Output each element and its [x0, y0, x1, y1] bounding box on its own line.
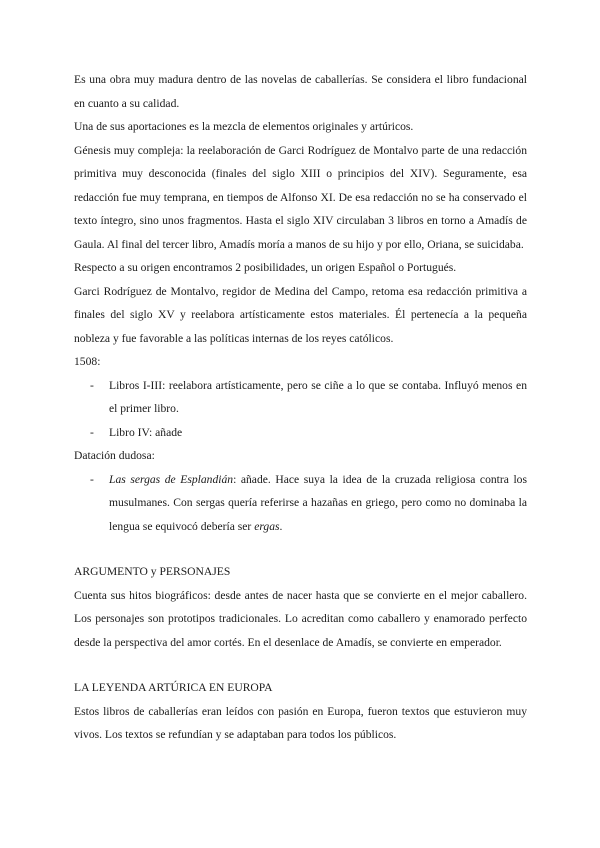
paragraph-aportaciones: Una de sus aportaciones es la mezcla de elementos originales y artúricos. — [74, 120, 414, 133]
spacer — [74, 538, 527, 560]
list-item — [74, 468, 527, 539]
section-heading-leyenda: LA LEYENDA ARTÚRICA EN EUROPA — [74, 681, 273, 694]
list-datacion — [74, 468, 527, 539]
list-item-text: Libros I-III: reelabora artísticamente, pero se ciñe a lo que se contaba. Influyó menos en el primer libro. — [109, 378, 527, 415]
spacer — [74, 654, 527, 676]
section-heading-argumento: ARGUMENTO y PERSONAJES — [74, 565, 231, 578]
italic-word: ergas — [254, 519, 280, 533]
list-item-text-end: . — [279, 519, 283, 533]
list-1508 — [74, 374, 527, 445]
paragraph-montalvo: Garci Rodríguez de Montalvo, regidor de Medina del Campo, retoma esa redacción primitiva a finales del siglo XV y reelabora artísticamente estos materiales. Él pertenecía a la pequeña nobleza y fue favorable a las políticas internas de los reyes católicos. — [74, 284, 527, 345]
list-item-text: Libro IV: añade — [109, 425, 183, 439]
list-item — [74, 374, 527, 421]
paragraph-datacion: Datación dudosa: — [74, 449, 155, 462]
dash-bullet: - — [90, 472, 94, 486]
paragraph-genesis: Génesis muy compleja: la reelaboración de Garci Rodríguez de Montalvo parte de una redacción primitiva muy desconocida (finales del siglo XIII o principios del XIV). Seguramente, esa redacción fue muy temprana, en tiempos de Alfonso XI. De esa redacción no se ha conservado el texto íntegro, sino unos fragmentos. Hasta el siglo XIV circulaban 3 libros en torno a Amadís de Gaula. Al final del tercer libro, Amadís moría a manos de su hijo y por ello, Oriana, se suicidaba. — [74, 143, 527, 251]
dash-bullet: - — [90, 378, 94, 392]
paragraph-intro: Es una obra muy madura dentro de las novelas de caballerías. Se considera el libro fundacional en cuanto a su calidad. — [74, 73, 527, 110]
work-title: Las sergas de Esplandián — [109, 472, 234, 486]
section-body-leyenda: Estos libros de caballerías eran leídos con pasión en Europa, fueron textos que estuvieron muy vivos. Los textos se refundían y se adaptaban para todos los públicos. — [74, 704, 527, 741]
section-body-argumento: Cuenta sus hitos biográficos: desde antes de nacer hasta que se convierte en el mejor caballero. Los personajes son prototipos tradicionales. Lo acreditan como caballero y enamorado perfecto desde la perspectiva del amor cortés. En el desenlace de Amadís, se convierte en emperador. — [74, 588, 527, 649]
paragraph-origen: Respecto a su origen encontramos 2 posibilidades, un origen Español o Portugués. — [74, 261, 457, 274]
paragraph-year: 1508: — [74, 355, 101, 368]
list-item-text: : añade. Hace suya la idea de la cruzada religiosa contra los musulmanes. Con sergas quería referirse a hazañas en griego, pero como no dominaba la lengua se equivocó debería ser — [109, 472, 527, 533]
dash-bullet: - — [90, 425, 94, 439]
list-item — [74, 421, 527, 445]
